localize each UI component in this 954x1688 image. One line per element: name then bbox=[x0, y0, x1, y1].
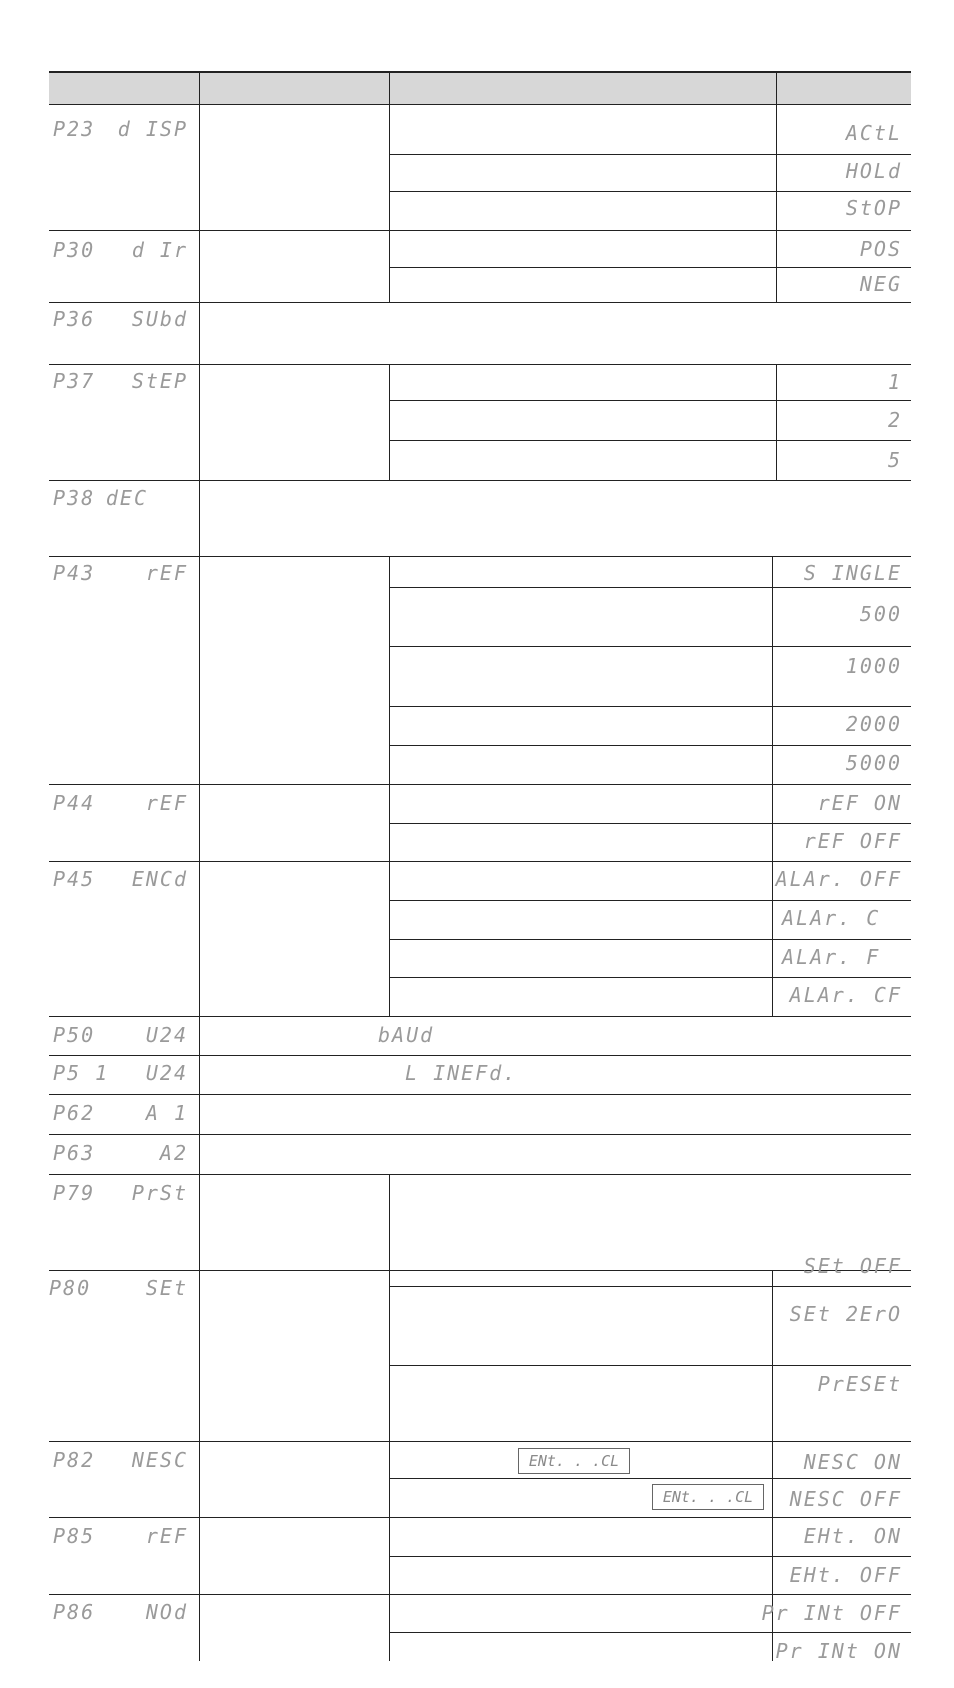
option-value: NESC OFF bbox=[789, 1487, 902, 1511]
column-divider bbox=[199, 105, 200, 1661]
param-abbr: NESC bbox=[131, 1448, 188, 1472]
param-code: P82 bbox=[53, 1448, 96, 1472]
option-value: 1 bbox=[887, 370, 902, 394]
param-code: P79 bbox=[53, 1181, 96, 1205]
option-value: NEG bbox=[859, 272, 902, 296]
column-divider bbox=[389, 1175, 390, 1661]
option-value: 2 bbox=[887, 408, 902, 432]
param-code: P37 bbox=[53, 369, 96, 393]
option-value: ACtL bbox=[845, 121, 902, 145]
column-divider bbox=[389, 105, 390, 303]
inline-value: L INEFd. bbox=[405, 1061, 518, 1085]
param-abbr: A2 bbox=[159, 1141, 188, 1165]
param-abbr: d Ir bbox=[131, 238, 188, 262]
param-abbr: rEF bbox=[145, 1524, 188, 1548]
param-code: P50 bbox=[53, 1023, 96, 1047]
param-code: P30 bbox=[53, 238, 96, 262]
param-code: P62 bbox=[53, 1101, 96, 1125]
option-value: rEF ON bbox=[817, 791, 902, 815]
param-code: P86 bbox=[53, 1600, 96, 1624]
option-value: HOLd bbox=[845, 159, 902, 183]
param-abbr: PrSt bbox=[131, 1181, 188, 1205]
param-abbr: U24 bbox=[145, 1061, 188, 1085]
param-abbr: U24 bbox=[145, 1023, 188, 1047]
param-code: P44 bbox=[53, 791, 96, 815]
option-value: ALAr. CF bbox=[789, 983, 902, 1007]
option-value: S INGLE bbox=[803, 561, 902, 585]
option-value: rEF OFF bbox=[803, 829, 902, 853]
option-value: StOP bbox=[845, 196, 902, 220]
param-abbr: SUbd bbox=[131, 307, 188, 331]
option-value: ALAr. C bbox=[782, 906, 881, 930]
param-abbr: d ISP bbox=[117, 117, 188, 141]
param-abbr: rEF bbox=[145, 561, 188, 585]
param-abbr: StEP bbox=[131, 369, 188, 393]
option-value: POS bbox=[859, 237, 902, 261]
option-value: 5000 bbox=[845, 751, 902, 775]
column-divider bbox=[389, 556, 390, 1016]
column-divider bbox=[772, 556, 773, 1016]
option-value: SEt OFF bbox=[803, 1254, 902, 1278]
option-value: Pr INt ON bbox=[775, 1639, 902, 1663]
param-code: P23 bbox=[53, 117, 96, 141]
table-header bbox=[49, 71, 911, 105]
option-value: 5 bbox=[887, 448, 902, 472]
option-value: EHt. ON bbox=[803, 1524, 902, 1548]
param-abbr: dEC bbox=[105, 486, 148, 510]
param-code: P36 bbox=[53, 307, 96, 331]
param-code: P63 bbox=[53, 1141, 96, 1165]
column-divider bbox=[389, 71, 390, 105]
option-value: Pr INt OFF bbox=[761, 1601, 902, 1625]
param-code: P38 bbox=[53, 486, 96, 510]
param-abbr: A 1 bbox=[145, 1101, 188, 1125]
param-abbr: ENCd bbox=[131, 867, 188, 891]
column-divider bbox=[199, 71, 200, 105]
param-code: P5 1 bbox=[53, 1061, 110, 1085]
column-divider bbox=[389, 364, 390, 481]
option-value: 1000 bbox=[845, 654, 902, 678]
option-value: 500 bbox=[859, 602, 902, 626]
param-abbr: SEt bbox=[145, 1276, 188, 1300]
option-value: SEt 2ErO bbox=[789, 1302, 902, 1326]
option-value: NESC ON bbox=[803, 1450, 902, 1474]
option-value: ALAr. F bbox=[782, 945, 881, 969]
param-abbr: rEF bbox=[145, 791, 188, 815]
column-divider bbox=[776, 71, 777, 105]
key-sequence-box: ENt. . .CL bbox=[652, 1484, 764, 1510]
option-value: PrESEt bbox=[817, 1372, 902, 1396]
param-abbr: NOd bbox=[145, 1600, 188, 1624]
param-code: P43 bbox=[53, 561, 96, 585]
option-value: EHt. OFF bbox=[789, 1563, 902, 1587]
inline-value: bAUd bbox=[378, 1023, 435, 1047]
key-sequence-box: ENt. . .CL bbox=[518, 1448, 630, 1474]
option-value: ALAr. OFF bbox=[775, 867, 902, 891]
option-value: 2000 bbox=[845, 712, 902, 736]
param-code: P80 bbox=[49, 1276, 92, 1300]
param-code: P85 bbox=[53, 1524, 96, 1548]
param-code: P45 bbox=[53, 867, 96, 891]
